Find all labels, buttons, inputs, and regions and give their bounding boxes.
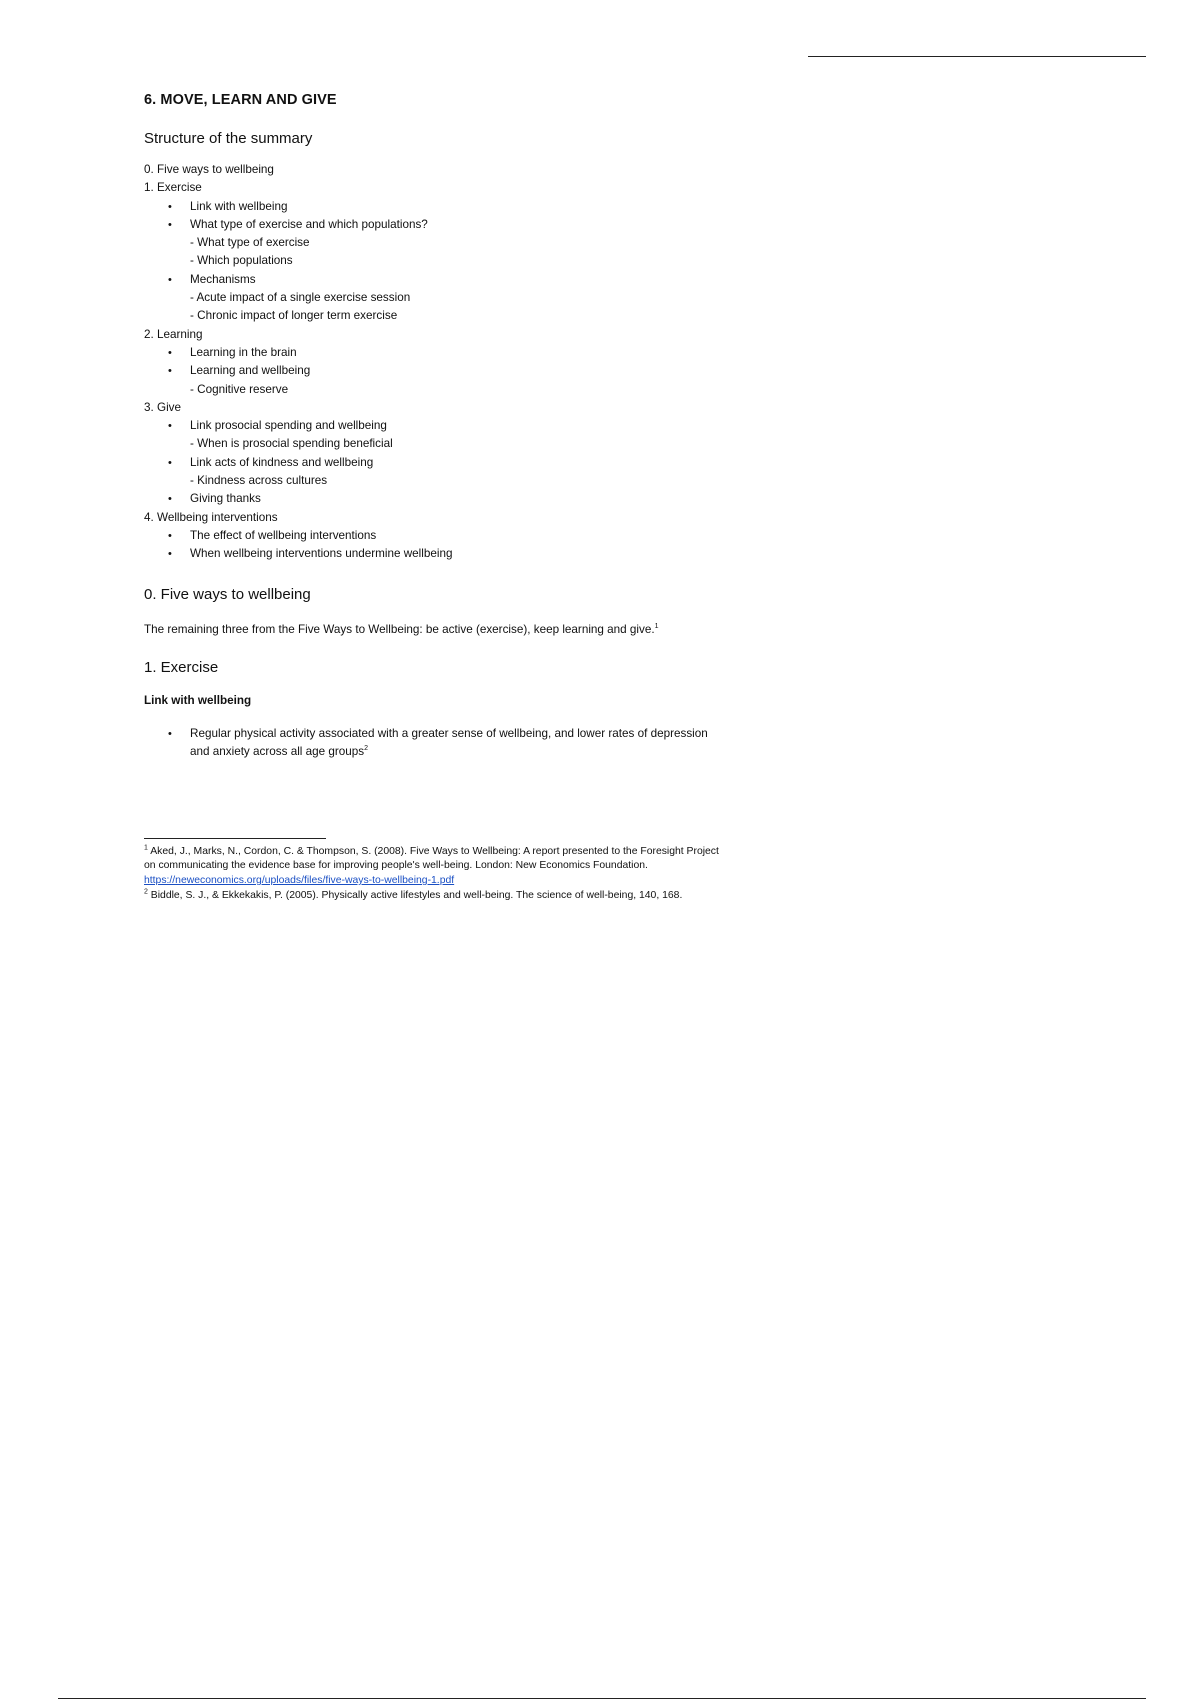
summary-outline — [144, 161, 724, 564]
section-heading-five-ways: 0. Five ways to wellbeing — [144, 585, 311, 603]
outline-item-bullet: • Learning in the brain — [144, 344, 724, 362]
footnote-2: $^2$ Biddle, S. J., & Ekkekakis, P. (2005). Physically active lifestyles and well-being. The science of well-being, 140, 168. — [144, 888, 683, 901]
header-rule — [808, 56, 1146, 57]
outline-item-bullet: • Link acts of kindness and wellbeing — [144, 454, 724, 472]
outline-item-lvl0: 1. Exercise — [144, 181, 202, 195]
structure-heading: Structure of the summary — [144, 130, 313, 147]
footer-rule — [58, 1698, 1146, 1699]
page-content — [144, 92, 724, 903]
footnote-ref-1[interactable]: 1 — [654, 622, 659, 630]
outline-item-lvl0: 2. Learning — [144, 327, 203, 341]
outline-item-bullet: • What type of exercise and which populations? — [144, 216, 724, 234]
outline-item-dash: - Chronic impact of longer term exercise — [190, 309, 398, 323]
subheading-link-with-wellbeing: Link with wellbeing — [144, 693, 252, 707]
footnote-separator — [144, 838, 326, 839]
outline-item-dash: - Which populations — [190, 254, 293, 268]
section-heading-exercise: 1. Exercise — [144, 658, 219, 676]
outline-item-bullet: • Giving thanks — [144, 490, 724, 508]
outline-item-bullet: • Link with wellbeing — [144, 198, 724, 216]
outline-item-lvl0: 3. Give — [144, 400, 182, 414]
exercise-bullet: • Regular physical activity associated with a greater sense of wellbeing, and lower rates of depression and anxiety across all age groups$^2$ — [144, 725, 724, 762]
outline-item-dash: - Kindness across cultures — [190, 474, 328, 488]
five-ways-paragraph: The remaining three from the Five Ways to Wellbeing: be active (exercise), keep learning and give.$^1$ — [144, 622, 659, 636]
outline-item-dash: - Cognitive reserve — [190, 382, 289, 396]
outline-item-dash: - When is prosocial spending beneficial — [190, 437, 393, 451]
outline-item-bullet: • The effect of wellbeing interventions — [144, 527, 724, 545]
outline-item-bullet: • Learning and wellbeing — [144, 362, 724, 380]
footnote-1-link[interactable]: https://neweconomics.org/uploads/files/five-ways-to-wellbeing-1.pdf — [144, 875, 455, 887]
outline-item-dash: - Acute impact of a single exercise session — [190, 291, 411, 305]
outline-item-bullet: • Mechanisms — [144, 271, 724, 289]
outline-item-bullet: • When wellbeing interventions undermine wellbeing — [144, 545, 724, 563]
outline-item-bullet: • Link prosocial spending and wellbeing — [144, 417, 724, 435]
document-title: 6. MOVE, LEARN AND GIVE — [144, 92, 337, 108]
outline-item-dash: - What type of exercise — [190, 236, 310, 250]
footnote-1: $^1$ Aked, J., Marks, N., Cordon, C. & Thompson, S. (2008). Five Ways to Wellbeing: A report presented to the Foresight Project on communicating the evidence base for improving people's well-being. London: New Economics Foundation. https://neweconomics.org/uploads/files/five-ways-to-wellbeing-1.pdf — [144, 844, 719, 887]
footnote-ref-2[interactable]: 2 — [364, 745, 369, 753]
outline-item-lvl0: 4. Wellbeing interventions — [144, 510, 278, 524]
outline-item-lvl0: 0. Five ways to wellbeing — [144, 163, 274, 176]
